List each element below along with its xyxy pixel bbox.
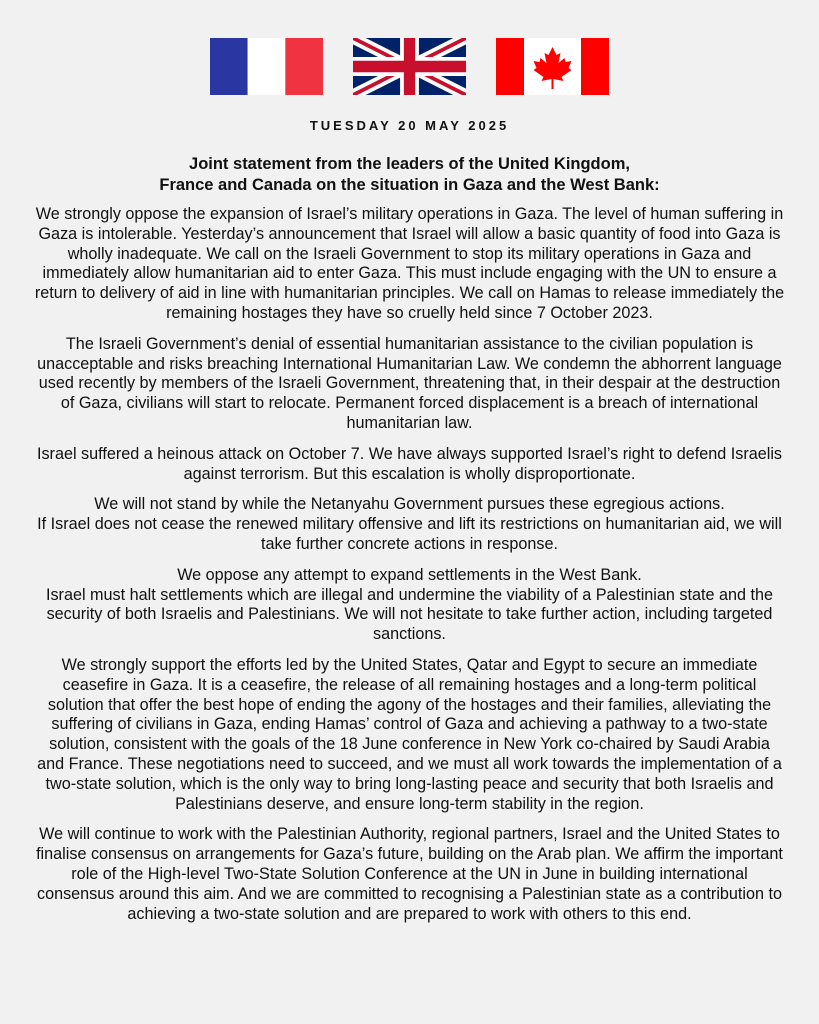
uk-flag-icon (353, 38, 466, 95)
paragraph: We will continue to work with the Palestinian Authority, regional partners, Israel and the United States to finalise consensus on arrangements for Gaza’s future, building on the Arab plan. We affirm the important role of the High-level Two-State Solution Conference at the UN in June in building international consensus around this aim. And we are committed to recognising a Palestinian state as a contribution to achieving a two-state solution and are prepared to work with others to this end. (36, 825, 783, 923)
paragraph: We strongly support the efforts led by the United States, Qatar and Egypt to secure an immediate ceasefire in Gaza. It is a ceasefire, the release of all remaining hostages and a long-term political solution that offer the best hope of ending the agony of the hostages and their families, alleviating the suffering of civilians in Gaza, ending Hamas’ control of Gaza and achieving a pathway to a two-state solution, consistent with the goals of the 18 June conference in New York co-chaired by Saudi Arabia and France. These negotiations need to succeed, and we must all work towards the implementation of a two-state solution, which is the only way to bring long-lasting peace and security that both Israelis and Palestinians deserve, and ensure long-term stability in the region. (37, 655, 782, 813)
paragraph: The Israeli Government’s denial of essential humanitarian assistance to the civilian population is unacceptable and risks breaching International Humanitarian Law. We condemn the abhorrent language used recently by members of the Israeli Government, threatening that, in their despair at the destruction of Gaza, civilians will start to relocate. Permanent forced displacement is a breach of international humanitarian law. (37, 334, 782, 432)
paragraph: We will not stand by while the Netanyahu Government pursues these egregious actions. If Israel does not cease the renewed military offensive and lift its restrictions on humanitarian aid, we will take further concrete actions in response. (37, 495, 782, 553)
canada-flag-icon (496, 38, 609, 95)
statement-body (34, 205, 785, 935)
paragraph: We oppose any attempt to expand settlements in the West Bank. Israel must halt settlements which are illegal and undermine the viability of a Palestinian state and the security of both Israelis and Palestinians. We will not hesitate to take further action, including targeted sanctions. (45, 565, 774, 644)
paragraph: We strongly oppose the expansion of Israel’s military operations in Gaza. The level of human suffering in Gaza is intolerable. Yesterday’s announcement that Israel will allow a basic quantity of food into Gaza is wholly inadequate. We call on the Israeli Government to stop its military operations in Gaza and immediately allow humanitarian aid to enter Gaza. This must include engaging with the UN to ensure a return to delivery of aid in line with humanitarian principles. We call on Hamas to release immediately the remaining hostages they have so cruelly held since 7 October 2023. (34, 205, 785, 322)
france-flag-icon (210, 38, 323, 95)
flags-row (0, 38, 819, 95)
headline-text: Joint statement from the leaders of the United Kingdom, France and Canada on the situation in Gaza and the West Bank: (159, 155, 660, 194)
paragraph: Israel suffered a heinous attack on October 7. We have always supported Israel’s right to defend Israelis against terrorism. But this escalation is wholly disproportionate. (36, 444, 783, 483)
statement-date: TUESDAY 20 MAY 2025 (309, 118, 510, 133)
statement-headline (60, 154, 759, 196)
